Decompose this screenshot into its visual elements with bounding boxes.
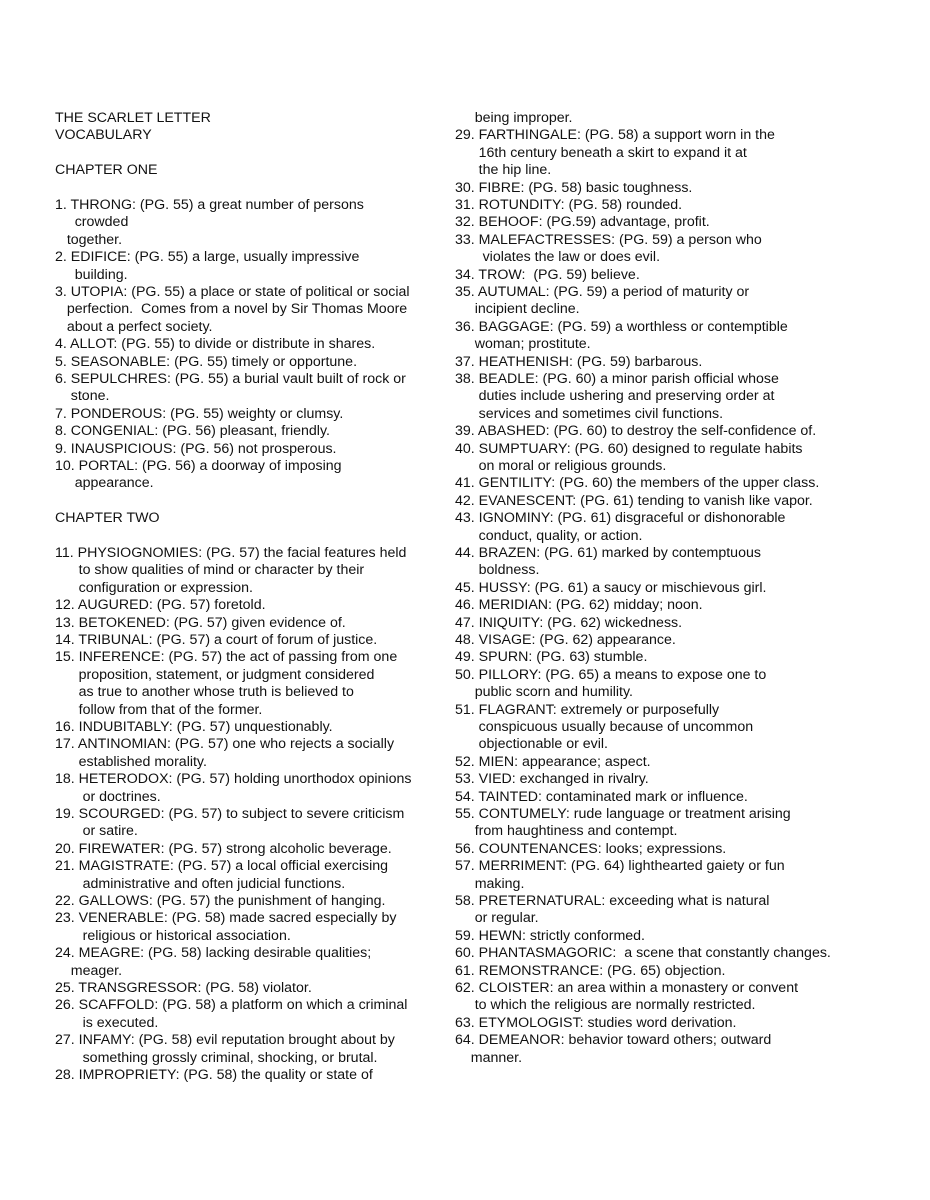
text-line: 34. TROW: (PG. 59) believe.	[455, 266, 640, 283]
text-line: 49. SPURN: (PG. 63) stumble.	[455, 649, 648, 666]
text-line: 3. UTOPIA: (PG. 55) a place or state of political or social	[55, 284, 410, 300]
text-line: manner.	[455, 1049, 523, 1066]
text-line: follow from that of the former.	[55, 701, 263, 718]
text-line: objectionable or evil.	[455, 736, 608, 753]
text-line: 41. GENTILITY: (PG. 60) the members of the upper class.	[455, 475, 820, 492]
text-line: 45. HUSSY: (PG. 61) a saucy or mischievous girl.	[455, 579, 767, 596]
text-line: 31. ROTUNDITY: (PG. 58) rounded.	[455, 197, 683, 213]
text-line: 27. INFAMY: (PG. 58) evil reputation brought about by	[55, 1032, 395, 1049]
text-line: 48. VISAGE: (PG. 62) appearance.	[455, 632, 676, 648]
text-line: 39. ABASHED: (PG. 60) to destroy the self-confidence of.	[455, 423, 817, 440]
text-line: 58. PRETERNATURAL: exceeding what is natural	[455, 893, 770, 909]
text-line: 63. ETYMOLOGIST: studies word derivation.	[455, 1014, 737, 1031]
text-line: 64. DEMEANOR: behavior toward others; outward	[455, 1032, 772, 1049]
text-line: THE SCARLET LETTER	[55, 110, 211, 126]
text-line: 29. FARTHINGALE: (PG. 58) a support worn in the	[455, 127, 775, 144]
text-line: 37. HEATHENISH: (PG. 59) barbarous.	[455, 353, 703, 370]
text-line: 32. BEHOOF: (PG.59) advantage, profit.	[455, 214, 710, 231]
text-line: 1. THRONG: (PG. 55) a great number of persons	[55, 197, 364, 213]
text-line: 53. VIED: exchanged in rivalry.	[455, 771, 649, 788]
text-line: something grossly criminal, shocking, or brutal.	[55, 1049, 378, 1066]
text-line: to which the religious are normally restricted.	[455, 997, 756, 1014]
text-line: woman; prostitute.	[455, 336, 591, 353]
text-line: 14. TRIBUNAL: (PG. 57) a court of forum of justice.	[55, 632, 378, 648]
text-line: services and sometimes civil functions.	[455, 405, 724, 422]
text-line: 46. MERIDIAN: (PG. 62) midday; noon.	[455, 597, 703, 614]
text-line: established morality.	[55, 753, 207, 770]
text-line: 47. INIQUITY: (PG. 62) wickedness.	[455, 614, 683, 631]
text-line: 43. IGNOMINY: (PG. 61) disgraceful or dishonorable	[455, 510, 786, 527]
text-line: CHAPTER TWO	[55, 510, 160, 527]
text-line: 10. PORTAL: (PG. 56) a doorway of imposing	[55, 458, 342, 474]
text-line: 7. PONDEROUS: (PG. 55) weighty or clumsy.	[55, 405, 344, 422]
text-line: 17. ANTINOMIAN: (PG. 57) one who rejects a socially	[55, 736, 395, 753]
text-line: 52. MIEN: appearance; aspect.	[455, 753, 651, 770]
text-line: appearance.	[55, 475, 154, 492]
text-line: 13. BETOKENED: (PG. 57) given evidence of.	[55, 614, 346, 631]
text-line: conspicuous usually because of uncommon	[455, 719, 754, 735]
text-line: 62. CLOISTER: an area within a monastery or convent	[455, 980, 799, 996]
text-line: 59. HEWN: strictly conformed.	[455, 927, 646, 944]
text-line: 16. INDUBITABLY: (PG. 57) unquestionably.	[55, 719, 333, 735]
text-line: 4. ALLOT: (PG. 55) to divide or distribute in shares.	[55, 336, 376, 353]
text-line: 23. VENERABLE: (PG. 58) made sacred especially by	[55, 910, 397, 927]
text-line: duties include ushering and preserving order at	[455, 388, 775, 405]
text-line: 21. MAGISTRATE: (PG. 57) a local official exercising	[55, 858, 388, 875]
text-line: configuration or expression.	[55, 579, 253, 596]
text-line: VOCABULARY	[55, 127, 152, 144]
text-line: from haughtiness and contempt.	[455, 823, 678, 840]
text-line: 40. SUMPTUARY: (PG. 60) designed to regulate habits	[455, 440, 803, 457]
text-line: administrative and often judicial functions.	[55, 875, 346, 892]
text-line: being improper.	[455, 110, 573, 126]
text-line: 35. AUTUMAL: (PG. 59) a period of maturity or	[455, 284, 750, 300]
text-line: meager.	[55, 962, 123, 979]
text-line: 22. GALLOWS: (PG. 57) the punishment of hanging.	[55, 893, 386, 909]
text-line: 5. SEASONABLE: (PG. 55) timely or opportune.	[55, 353, 358, 370]
text-line: 6. SEPULCHRES: (PG. 55) a burial vault built of rock or	[55, 371, 406, 387]
text-line: 50. PILLORY: (PG. 65) a means to expose one to	[455, 666, 767, 683]
text-line: 42. EVANESCENT: (PG. 61) tending to vanish like vapor.	[455, 492, 813, 509]
text-line: together.	[55, 231, 123, 248]
text-line: 33. MALEFACTRESSES: (PG. 59) a person who	[455, 231, 762, 248]
text-line: religious or historical association.	[55, 927, 291, 944]
text-line: incipient decline.	[455, 301, 580, 318]
text-line: 20. FIREWATER: (PG. 57) strong alcoholic beverage.	[55, 840, 392, 857]
text-line: 24. MEAGRE: (PG. 58) lacking desirable qualities;	[55, 945, 372, 962]
text-line: 28. IMPROPRIETY: (PG. 58) the quality or state of	[55, 1067, 373, 1083]
text-line: is executed.	[55, 1014, 159, 1031]
text-line: perfection. Comes from a novel by Sir Thomas Moore	[55, 301, 408, 318]
text-line: 57. MERRIMENT: (PG. 64) lighthearted gaiety or fun	[455, 858, 785, 875]
text-line: 9. INAUSPICIOUS: (PG. 56) not prosperous.	[55, 440, 337, 457]
text-line: 51. FLAGRANT: extremely or purposefully	[455, 701, 720, 718]
text-line: the hip line.	[455, 162, 552, 179]
text-line: or regular.	[455, 910, 539, 927]
text-line: 61. REMONSTRANCE: (PG. 65) objection.	[455, 962, 726, 979]
text-line: building.	[55, 266, 128, 283]
text-line: 54. TAINTED: contaminated mark or influence.	[455, 788, 748, 805]
text-line: making.	[455, 875, 525, 892]
text-line: 25. TRANSGRESSOR: (PG. 58) violator.	[55, 980, 312, 996]
text-line: 36. BAGGAGE: (PG. 59) a worthless or contemptible	[455, 318, 788, 335]
text-line: as true to another whose truth is believed to	[55, 684, 354, 701]
text-line: proposition, statement, or judgment considered	[55, 666, 375, 683]
text-line: 18. HETERODOX: (PG. 57) holding unorthodox opinions	[55, 771, 412, 788]
text-line: or doctrines.	[55, 788, 161, 805]
text-line: 30. FIBRE: (PG. 58) basic toughness.	[455, 179, 693, 196]
text-line: on moral or religious grounds.	[455, 458, 667, 474]
text-line: or satire.	[55, 823, 138, 840]
text-line: 38. BEADLE: (PG. 60) a minor parish official whose	[455, 371, 779, 387]
text-line: 56. COUNTENANCES: looks; expressions.	[455, 840, 727, 857]
text-line: 12. AUGURED: (PG. 57) foretold.	[55, 597, 266, 614]
text-line: 60. PHANTASMAGORIC: a scene that constantly changes.	[455, 945, 831, 962]
text-line: 26. SCAFFOLD: (PG. 58) a platform on which a criminal	[55, 997, 408, 1014]
text-line: stone.	[55, 388, 110, 405]
text-line: 44. BRAZEN: (PG. 61) marked by contemptuous	[455, 545, 761, 561]
text-line: 11. PHYSIOGNOMIES: (PG. 57) the facial features held	[55, 545, 407, 561]
text-line: violates the law or does evil.	[455, 249, 661, 266]
text-line: CHAPTER ONE	[55, 162, 158, 179]
text-line: 15. INFERENCE: (PG. 57) the act of passing from one	[55, 649, 398, 666]
text-line: public scorn and humility.	[455, 684, 633, 701]
text-line: boldness.	[455, 562, 540, 579]
text-line: 2. EDIFICE: (PG. 55) a large, usually impressive	[55, 249, 360, 266]
text-line: 8. CONGENIAL: (PG. 56) pleasant, friendly.	[55, 423, 330, 440]
text-line: to show qualities of mind or character by their	[55, 562, 365, 579]
text-line: conduct, quality, or action.	[455, 527, 643, 544]
text-line: 19. SCOURGED: (PG. 57) to subject to severe criticism	[55, 806, 405, 822]
text-line: 55. CONTUMELY: rude language or treatment arising	[455, 806, 791, 822]
text-line: about a perfect society.	[55, 318, 213, 335]
text-line: crowded	[55, 214, 129, 231]
text-line: 16th century beneath a skirt to expand it at	[455, 144, 747, 161]
